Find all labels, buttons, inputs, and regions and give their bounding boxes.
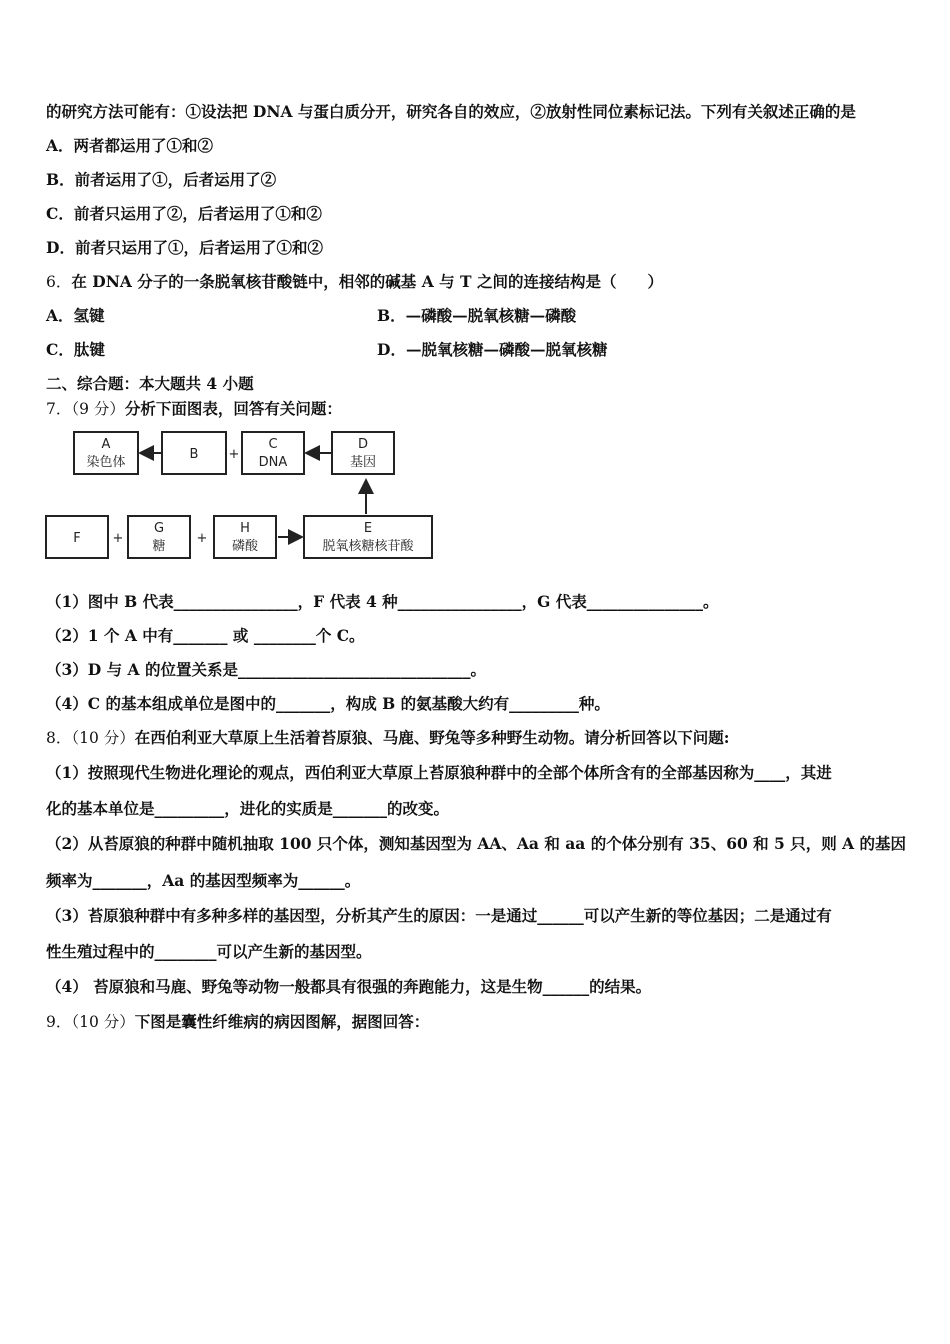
box-b	[162, 432, 226, 474]
box-d	[332, 432, 394, 474]
q5-option-a[interactable]: A．两者都运用了①和②	[46, 136, 214, 155]
box-a	[74, 432, 138, 474]
q5-stem-tail: 的研究方法可能有：①设法把 DNA 与蛋白质分开，研究各自的效应，②放射性同位素标记法。下列有关叙述正确的是	[46, 102, 856, 121]
box-h	[214, 516, 276, 558]
q6-number: 6．	[46, 273, 72, 291]
box-g-letter: G	[153, 521, 165, 536]
plus-b-c: +	[228, 447, 240, 462]
q5-option-d[interactable]: D．前者只运用了①，后者运用了①和②	[46, 238, 323, 257]
q8-sub3-line1: （3）苔原狼种群中有多种多样的基因型，分析其产生的原因：一是通过______可以产生新的等位基因；二是通过有	[46, 906, 832, 925]
box-e	[304, 516, 432, 558]
q9-number: 9．	[46, 1013, 72, 1031]
plus-g-h: +	[196, 531, 208, 546]
q8-sub3-line2: 性生殖过程中的________可以产生新的基因型。	[46, 942, 372, 961]
q6-option-b[interactable]: B．—磷酸—脱氧核糖—磷酸	[377, 306, 577, 325]
q7-number: 7．	[46, 400, 72, 418]
q9-stem: 下图是囊性纤维病的病因图解，据图回答：	[134, 1012, 430, 1031]
q8-sub2-line2: 频率为_______，Aa 的基因型频率为______。	[46, 871, 361, 890]
box-a-letter: A	[101, 437, 111, 452]
q6-question	[46, 272, 663, 292]
q8-sub4: （4） 苔原狼和马鹿、野兔等动物一般都具有很强的奔跑能力，这是生物______的结果。	[46, 977, 652, 996]
box-h-letter: H	[240, 521, 250, 536]
box-g-label: 糖	[152, 539, 166, 554]
box-e-label: 脱氧核糖核苷酸	[322, 539, 414, 554]
q7-stem: 分析下面图表，回答有关问题：	[124, 399, 342, 418]
q8-sub1-line1: （1）按照现代生物进化理论的观点，西伯利亚大草原上苔原狼种群中的全部个体所含有的全部基因称为____，其进	[46, 763, 832, 782]
q6-option-c[interactable]: C．肽键	[46, 340, 105, 359]
q8-number: 8．	[46, 729, 72, 747]
box-d-letter: D	[357, 437, 369, 452]
q6-stem: 在 DNA 分子的一条脱氧核苷酸链中，相邻的碱基 A 与 T 之间的连接结构是（ ）	[71, 272, 663, 291]
q5-option-b[interactable]: B．前者运用了①，后者运用了②	[46, 170, 277, 189]
box-f-letter: F	[73, 531, 81, 546]
box-e-letter: E	[363, 521, 373, 536]
box-b-letter: B	[189, 447, 199, 462]
box-c	[242, 432, 304, 474]
plus-f-g: +	[112, 531, 124, 546]
box-d-label: 基因	[349, 455, 377, 470]
q6-option-d[interactable]: D．—脱氧核糖—磷酸—脱氧核糖	[377, 340, 608, 359]
q8-question	[46, 728, 730, 748]
q7-question	[46, 399, 342, 419]
q7-diagram	[44, 428, 444, 563]
box-a-label: 染色体	[86, 455, 126, 470]
q8-sub1-line2: 化的基本单位是_________，进化的实质是_______的改变。	[46, 799, 450, 818]
section-heading: 二、综合题：本大题共 4 小题	[46, 374, 254, 393]
box-f	[46, 516, 108, 558]
q7-sub4: （4）C 的基本组成单位是图中的_______，构成 B 的氨基酸大约有_________种。	[46, 694, 610, 713]
q8-sub2-line1: （2）从苔原狼的种群中随机抽取 100 只个体，测知基因型为 AA、Aa 和 aa 的个体分别有 35、60 和 5 只，则 A 的基因	[46, 834, 907, 853]
box-c-letter: C	[268, 437, 278, 452]
q7-sub3: （3）D 与 A 的位置关系是______________________________。	[46, 660, 486, 679]
box-g	[128, 516, 190, 558]
q5-option-c[interactable]: C．前者只运用了②，后者运用了①和②	[46, 204, 322, 223]
box-c-label: DNA	[258, 455, 288, 470]
q8-stem: 在西伯利亚大草原上生活着苔原狼、马鹿、野兔等多种野生动物。请分析回答以下问题:	[134, 728, 730, 747]
q7-sub2: （2）1 个 A 中有_______ 或 ________个 C。	[46, 626, 365, 645]
q7-score: （9 分）	[71, 400, 125, 418]
box-h-label: 磷酸	[231, 539, 259, 554]
q9-question	[46, 1012, 429, 1032]
q6-option-a[interactable]: A．氢键	[46, 306, 105, 325]
q8-score: （10 分）	[71, 729, 135, 747]
q7-sub1: （1）图中 B 代表________________，F 代表 4 种________________，G 代表_______________。	[46, 592, 719, 611]
q9-score: （10 分）	[71, 1013, 135, 1031]
